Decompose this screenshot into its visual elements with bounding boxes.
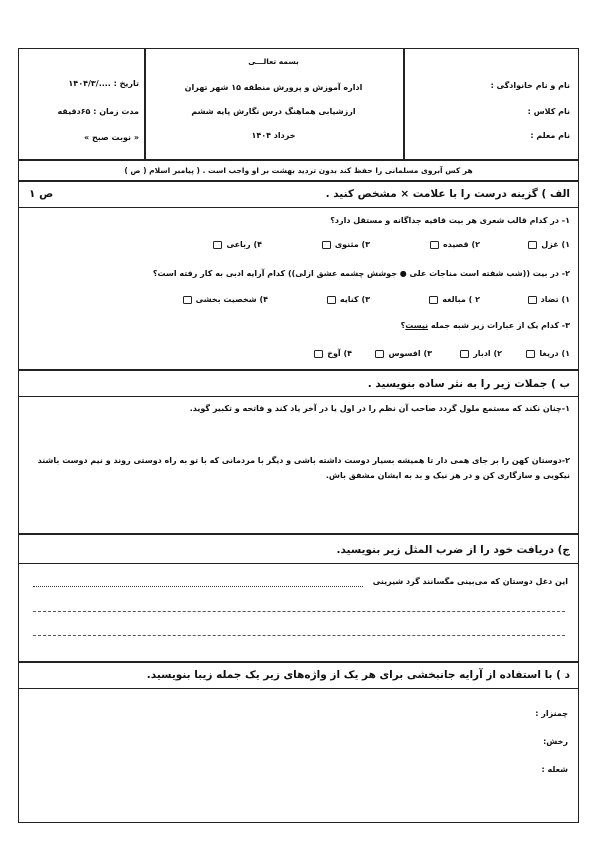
question-1-option-4[interactable]: [213, 240, 262, 249]
option-label: ۴) رباعی: [226, 240, 262, 249]
word-rakhsh: رخش:: [543, 737, 568, 746]
exam-title: ارزشیابی هماهنگ درس نگارش پایه ششم: [191, 107, 356, 116]
checkbox[interactable]: [528, 296, 537, 304]
checkbox[interactable]: [430, 241, 439, 249]
checkbox[interactable]: [314, 350, 323, 358]
question-1-option-3[interactable]: [322, 240, 370, 249]
option-label: ۴) آوخ: [327, 349, 352, 358]
checkbox[interactable]: [429, 296, 438, 304]
checkbox[interactable]: [526, 350, 535, 358]
sentence-1: ۱-چنان نکند که مستمع ملول گردد صاحب آن نظم را در اول یا در آخر یاد کند و فاتحه و تکبیر گوید.: [189, 404, 570, 413]
checkbox[interactable]: [183, 296, 192, 304]
option-label: ۴) شخصیت بخشی: [195, 295, 268, 304]
question-3-text-end: ؟: [400, 321, 406, 330]
organization-name: اداره آموزش و پرورش منطقه ۱۵ شهر تهران: [184, 83, 363, 92]
header-divider-right: [403, 49, 405, 159]
section-jim-title: ج) دریافت خود را از ضرب المثل زیر بنویسید.: [336, 544, 570, 556]
section-jim-rule: [19, 563, 578, 564]
word-chamanzar: چمنزار :: [535, 709, 568, 718]
proverb-text: این دغل دوستان که می‌بینی مگسانند گرد شیرینی: [372, 577, 568, 586]
question-2-text: ۲- در بیت ((شب شفته است مناجات علی ● جوشش چشمه عشق ازلی)) کدام آرایه ادبی به کار رفته است؟: [152, 269, 570, 278]
section-alef-rule: [19, 207, 578, 208]
checkbox[interactable]: [322, 241, 331, 249]
checkbox[interactable]: [327, 296, 336, 304]
section-be-title: ب ) جملات زیر را به نثر ساده بنویسید .: [367, 378, 570, 390]
question-2-option-2[interactable]: [429, 295, 480, 304]
section-dal-title: د ) با استفاده از آرایه جانبخشی برای هر یک از واژه‌های زیر یک جمله زیبا بنویسید.: [146, 669, 570, 681]
question-3-option-3[interactable]: [375, 349, 432, 358]
section-jim-top-rule: [19, 533, 578, 535]
class-name-label: نام کلاس :: [527, 107, 570, 116]
question-2-option-3[interactable]: [327, 295, 370, 304]
question-1-text: ۱- در کدام قالب شعری هر بیت قافیه جداگانه و مستقل دارد؟: [330, 216, 570, 225]
question-3-underlined-word: نیست: [405, 321, 429, 330]
checkbox[interactable]: [528, 241, 537, 249]
answer-line[interactable]: [33, 611, 565, 612]
question-3-option-4[interactable]: [314, 349, 352, 358]
question-2-options: [150, 295, 570, 307]
option-label: ۱) تضاد: [540, 295, 570, 304]
section-be-rule: [19, 396, 578, 397]
student-name-label: نام و نام خانوادگی :: [490, 81, 570, 90]
section-alef-title: الف ) گزینه درست را با علامت × مشخص کنید .: [325, 188, 570, 200]
checkbox[interactable]: [375, 350, 384, 358]
question-2-option-1[interactable]: [528, 295, 570, 304]
section-dal-rule: [19, 688, 578, 689]
sentence-2: ۲-دوستان کهن را بر جای همی دار تا همیشه بسیار دوست داشته باشی و دیگر با مردمانی که با تو به راه دوستی روند و نیم دوست باشند نیکویی و سازگاری کن و در هر نیک و بد به ایشان مشفق باش.: [37, 456, 570, 480]
question-3-option-2[interactable]: [460, 349, 502, 358]
exam-month: خرداد ۱۴۰۴: [251, 131, 296, 140]
word-sholeh: شعله :: [541, 765, 568, 774]
section-dal-top-rule: [19, 661, 578, 663]
question-1-option-2[interactable]: [430, 240, 480, 249]
option-label: ۲) قصیده: [442, 240, 480, 249]
answer-line[interactable]: [33, 635, 565, 636]
exam-sheet: [18, 48, 579, 823]
header-bottom-rule: [19, 159, 578, 161]
option-label: ۱) غزل: [541, 240, 570, 249]
option-label: ۳) مثنوی: [334, 240, 370, 249]
exam-date: تاریخ : ..../۱۴۰۴/۳: [68, 79, 139, 88]
question-3-options: [230, 349, 570, 361]
option-label: ۳) کنایه: [339, 295, 370, 304]
option-label: ۱) دریغا: [539, 349, 570, 358]
bismillah: بسمه تعالـــی: [248, 57, 299, 66]
question-2-option-4[interactable]: [183, 295, 268, 304]
option-label: ۲) ادبار: [473, 349, 502, 358]
checkbox[interactable]: [460, 350, 469, 358]
hadith-quote: هر کس آبروی مسلمانی را حفظ کند بدون تردید بهشت بر او واجب است . ( پیامبر اسلام ( ص ): [124, 166, 473, 175]
option-label: ۲ ) مبالغه: [442, 295, 480, 304]
question-3-text-start: ۳- کدام یک از عبارات زیر شبه جمله: [428, 321, 570, 330]
question-3-option-1[interactable]: [526, 349, 570, 358]
question-3-text: [401, 321, 570, 330]
checkbox[interactable]: [213, 241, 222, 249]
option-label: ۳) افسوس: [388, 349, 432, 358]
exam-duration: مدت زمان : ۶۵دقیقه: [57, 107, 139, 116]
section-be-top-rule: [19, 369, 578, 371]
page-number: ص ۱: [29, 188, 54, 200]
exam-shift: « نوبت صبح »: [84, 133, 139, 142]
teacher-name-label: نام معلم :: [530, 131, 570, 140]
question-1-options: [150, 240, 570, 252]
question-1-option-1[interactable]: [528, 240, 570, 249]
hadith-rule: [19, 180, 578, 182]
answer-line[interactable]: [33, 586, 363, 587]
